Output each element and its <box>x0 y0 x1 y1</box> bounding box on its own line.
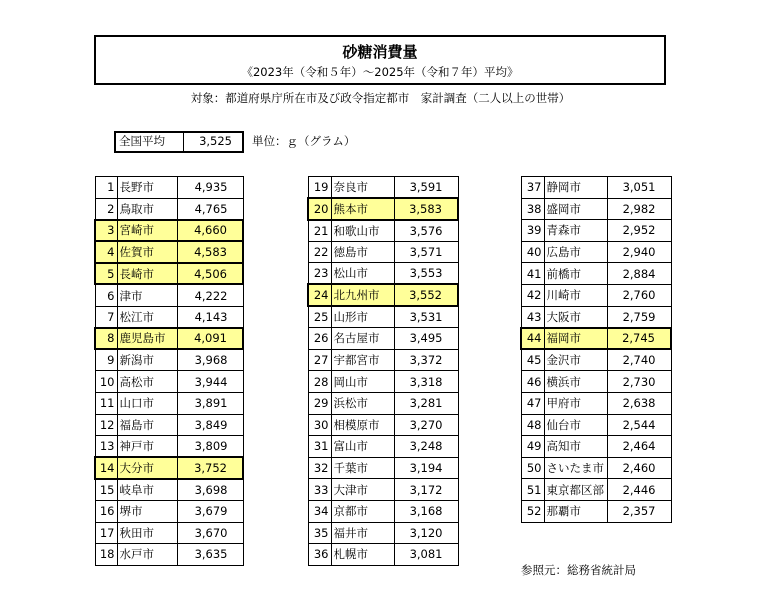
value-cell: 2,952 <box>607 220 671 242</box>
rank-cell: 22 <box>308 241 331 263</box>
table-row <box>521 436 671 458</box>
value-cell: 4,765 <box>177 198 243 220</box>
rank-cell: 12 <box>95 414 117 436</box>
rank-cell: 25 <box>308 306 331 328</box>
city-cell: 福島市 <box>117 414 177 436</box>
city-cell: 津市 <box>117 284 177 306</box>
table-row <box>308 263 458 285</box>
rank-cell: 17 <box>95 522 117 544</box>
city-cell: 名古屋市 <box>331 328 394 350</box>
city-cell: 鹿児島市 <box>117 328 177 350</box>
city-cell: 松江市 <box>117 306 177 328</box>
city-cell: 甲府市 <box>544 392 607 414</box>
city-cell: 千葉市 <box>331 457 394 479</box>
rank-cell: 23 <box>308 263 331 285</box>
table-row <box>521 479 671 501</box>
city-cell: 宇都宮市 <box>331 349 394 371</box>
table-row <box>308 198 458 220</box>
value-cell: 3,891 <box>177 392 243 414</box>
city-cell: 広島市 <box>544 241 607 263</box>
city-cell: 札幌市 <box>331 544 394 566</box>
rank-cell: 2 <box>95 198 117 220</box>
value-cell: 4,091 <box>177 328 243 350</box>
value-cell: 3,698 <box>177 479 243 501</box>
rank-cell: 20 <box>308 198 331 220</box>
value-cell: 3,281 <box>394 392 458 414</box>
value-cell: 3,553 <box>394 263 458 285</box>
city-cell: 山形市 <box>331 306 394 328</box>
table-row <box>308 500 458 522</box>
city-cell: 北九州市 <box>331 284 394 306</box>
table-row <box>308 392 458 414</box>
table-row <box>521 177 671 199</box>
rank-cell: 15 <box>95 479 117 501</box>
city-cell: 富山市 <box>331 436 394 458</box>
table-row <box>308 241 458 263</box>
city-cell: 徳島市 <box>331 241 394 263</box>
rank-cell: 42 <box>521 284 544 306</box>
city-cell: 前橋市 <box>544 263 607 285</box>
rank-cell: 11 <box>95 392 117 414</box>
city-cell: 相模原市 <box>331 414 394 436</box>
value-cell: 3,051 <box>607 177 671 199</box>
city-cell: 浜松市 <box>331 392 394 414</box>
rank-cell: 49 <box>521 436 544 458</box>
value-cell: 3,670 <box>177 522 243 544</box>
table-row <box>521 349 671 371</box>
title-box <box>94 35 666 85</box>
value-cell: 4,506 <box>177 263 243 285</box>
table-row <box>95 284 243 306</box>
value-cell: 2,460 <box>607 457 671 479</box>
rank-cell: 46 <box>521 371 544 393</box>
rank-cell: 39 <box>521 220 544 242</box>
table-row <box>308 457 458 479</box>
national-average-label: 全国平均 <box>116 133 184 151</box>
rank-cell: 34 <box>308 500 331 522</box>
value-cell: 2,884 <box>607 263 671 285</box>
value-cell: 3,571 <box>394 241 458 263</box>
unit-label: 単位：ｇ（グラム） <box>252 134 356 148</box>
table-row <box>521 371 671 393</box>
table-row <box>521 198 671 220</box>
table-row <box>521 392 671 414</box>
table-row <box>95 371 243 393</box>
rank-cell: 35 <box>308 522 331 544</box>
value-cell: 2,544 <box>607 414 671 436</box>
value-cell: 3,168 <box>394 500 458 522</box>
rank-cell: 45 <box>521 349 544 371</box>
city-cell: 宮崎市 <box>117 220 177 242</box>
value-cell: 3,809 <box>177 436 243 458</box>
rank-cell: 3 <box>95 220 117 242</box>
table-row <box>521 284 671 306</box>
table-row <box>521 500 671 522</box>
source-note: 参照元：総務省統計局 <box>521 563 636 577</box>
city-cell: 大阪市 <box>544 306 607 328</box>
target-description: 対象：都道府県庁所在市及び政令指定都市 家計調査（二人以上の世帯） <box>190 91 571 105</box>
value-cell: 2,760 <box>607 284 671 306</box>
page-title: 砂糖消費量 <box>342 43 418 61</box>
table-row <box>308 479 458 501</box>
table-row <box>95 414 243 436</box>
value-cell: 3,372 <box>394 349 458 371</box>
table-row <box>95 436 243 458</box>
value-cell: 2,357 <box>607 500 671 522</box>
value-cell: 3,194 <box>394 457 458 479</box>
rank-cell: 40 <box>521 241 544 263</box>
city-cell: 秋田市 <box>117 522 177 544</box>
city-cell: 松山市 <box>331 263 394 285</box>
value-cell: 2,446 <box>607 479 671 501</box>
city-cell: 長野市 <box>117 177 177 199</box>
city-cell: 金沢市 <box>544 349 607 371</box>
rank-cell: 38 <box>521 198 544 220</box>
rank-cell: 26 <box>308 328 331 350</box>
rank-cell: 50 <box>521 457 544 479</box>
table-row <box>521 457 671 479</box>
city-cell: 長崎市 <box>117 263 177 285</box>
rank-cell: 29 <box>308 392 331 414</box>
value-cell: 4,583 <box>177 241 243 263</box>
value-cell: 2,940 <box>607 241 671 263</box>
rank-cell: 37 <box>521 177 544 199</box>
ranking-table-1 <box>94 176 244 566</box>
city-cell: 熊本市 <box>331 198 394 220</box>
rank-cell: 43 <box>521 306 544 328</box>
value-cell: 2,759 <box>607 306 671 328</box>
value-cell: 3,495 <box>394 328 458 350</box>
city-cell: 大津市 <box>331 479 394 501</box>
value-cell: 3,120 <box>394 522 458 544</box>
value-cell: 3,576 <box>394 220 458 242</box>
city-cell: 川崎市 <box>544 284 607 306</box>
value-cell: 3,849 <box>177 414 243 436</box>
value-cell: 3,318 <box>394 371 458 393</box>
rank-cell: 21 <box>308 220 331 242</box>
city-cell: 盛岡市 <box>544 198 607 220</box>
value-cell: 2,982 <box>607 198 671 220</box>
rank-cell: 52 <box>521 500 544 522</box>
rank-cell: 32 <box>308 457 331 479</box>
rank-cell: 8 <box>95 328 117 350</box>
rank-cell: 41 <box>521 263 544 285</box>
rank-cell: 6 <box>95 284 117 306</box>
city-cell: 青森市 <box>544 220 607 242</box>
table-row <box>521 220 671 242</box>
rank-cell: 27 <box>308 349 331 371</box>
value-cell: 3,583 <box>394 198 458 220</box>
city-cell: 高知市 <box>544 436 607 458</box>
table-row <box>308 522 458 544</box>
city-cell: 大分市 <box>117 457 177 479</box>
rank-cell: 28 <box>308 371 331 393</box>
rank-cell: 30 <box>308 414 331 436</box>
table-row <box>95 198 243 220</box>
table-row <box>308 328 458 350</box>
city-cell: 岐阜市 <box>117 479 177 501</box>
table-row <box>308 220 458 242</box>
rank-cell: 51 <box>521 479 544 501</box>
city-cell: 鳥取市 <box>117 198 177 220</box>
rank-cell: 13 <box>95 436 117 458</box>
national-average-box <box>114 131 244 153</box>
table-row <box>308 436 458 458</box>
value-cell: 3,248 <box>394 436 458 458</box>
table-row <box>95 349 243 371</box>
table-row <box>95 328 243 350</box>
rank-cell: 31 <box>308 436 331 458</box>
rank-cell: 48 <box>521 414 544 436</box>
city-cell: 那覇市 <box>544 500 607 522</box>
value-cell: 2,730 <box>607 371 671 393</box>
value-cell: 2,464 <box>607 436 671 458</box>
period-subtitle: 《2023年（令和５年）～2025年（令和７年）平均》 <box>241 65 519 79</box>
table-row <box>95 544 243 566</box>
rank-cell: 7 <box>95 306 117 328</box>
value-cell: 3,531 <box>394 306 458 328</box>
table-row <box>95 306 243 328</box>
city-cell: 新潟市 <box>117 349 177 371</box>
city-cell: 神戸市 <box>117 436 177 458</box>
ranking-table-2 <box>307 176 459 566</box>
city-cell: 静岡市 <box>544 177 607 199</box>
rank-cell: 18 <box>95 544 117 566</box>
value-cell: 3,081 <box>394 544 458 566</box>
table-row <box>95 241 243 263</box>
rank-cell: 16 <box>95 500 117 522</box>
value-cell: 2,740 <box>607 349 671 371</box>
rank-cell: 19 <box>308 177 331 199</box>
table-row <box>521 263 671 285</box>
value-cell: 3,552 <box>394 284 458 306</box>
city-cell: 仙台市 <box>544 414 607 436</box>
value-cell: 3,679 <box>177 500 243 522</box>
value-cell: 3,968 <box>177 349 243 371</box>
city-cell: 水戸市 <box>117 544 177 566</box>
city-cell: 山口市 <box>117 392 177 414</box>
value-cell: 4,222 <box>177 284 243 306</box>
table-row <box>308 306 458 328</box>
value-cell: 3,591 <box>394 177 458 199</box>
city-cell: 奈良市 <box>331 177 394 199</box>
city-cell: 佐賀市 <box>117 241 177 263</box>
city-cell: 和歌山市 <box>331 220 394 242</box>
city-cell: 横浜市 <box>544 371 607 393</box>
rank-cell: 1 <box>95 177 117 199</box>
table-row <box>95 392 243 414</box>
value-cell: 4,143 <box>177 306 243 328</box>
table-row <box>521 328 671 350</box>
rank-cell: 36 <box>308 544 331 566</box>
value-cell: 3,944 <box>177 371 243 393</box>
table-row <box>95 500 243 522</box>
city-cell: 堺市 <box>117 500 177 522</box>
rank-cell: 24 <box>308 284 331 306</box>
rank-cell: 9 <box>95 349 117 371</box>
rank-cell: 5 <box>95 263 117 285</box>
city-cell: 福井市 <box>331 522 394 544</box>
table-row <box>521 414 671 436</box>
rank-cell: 10 <box>95 371 117 393</box>
value-cell: 3,752 <box>177 457 243 479</box>
city-cell: 岡山市 <box>331 371 394 393</box>
value-cell: 3,270 <box>394 414 458 436</box>
rank-cell: 33 <box>308 479 331 501</box>
city-cell: 福岡市 <box>544 328 607 350</box>
table-row <box>521 306 671 328</box>
city-cell: さいたま市 <box>544 457 607 479</box>
table-row <box>95 263 243 285</box>
national-average-value: 3,525 <box>199 134 232 148</box>
ranking-table-3 <box>520 176 672 523</box>
table-row <box>308 349 458 371</box>
table-row <box>95 479 243 501</box>
city-cell: 東京都区部 <box>544 479 607 501</box>
value-cell: 2,745 <box>607 328 671 350</box>
table-row <box>95 220 243 242</box>
table-row <box>308 284 458 306</box>
rank-cell: 4 <box>95 241 117 263</box>
table-row <box>95 457 243 479</box>
value-cell: 4,660 <box>177 220 243 242</box>
table-row <box>308 414 458 436</box>
table-row <box>308 544 458 566</box>
table-row <box>95 522 243 544</box>
city-cell: 高松市 <box>117 371 177 393</box>
table-row <box>521 241 671 263</box>
rank-cell: 14 <box>95 457 117 479</box>
value-cell: 4,935 <box>177 177 243 199</box>
table-row <box>95 177 243 199</box>
rank-cell: 44 <box>521 328 544 350</box>
table-row <box>308 371 458 393</box>
value-cell: 2,638 <box>607 392 671 414</box>
value-cell: 3,172 <box>394 479 458 501</box>
city-cell: 京都市 <box>331 500 394 522</box>
rank-cell: 47 <box>521 392 544 414</box>
table-row <box>308 177 458 199</box>
value-cell: 3,635 <box>177 544 243 566</box>
